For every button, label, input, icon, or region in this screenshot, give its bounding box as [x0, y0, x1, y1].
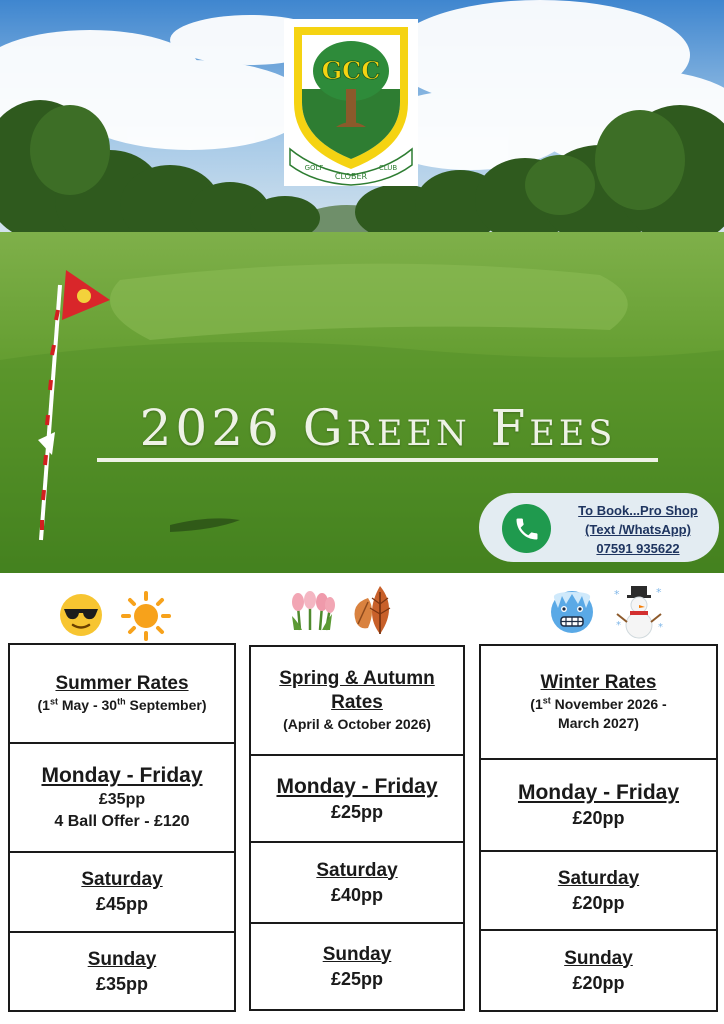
winter-weekday-cell [481, 758, 716, 850]
summer-saturday-label: Saturday [81, 869, 163, 890]
title-underline [97, 458, 658, 462]
svg-text:GCC: GCC [321, 56, 381, 85]
spring-autumn-title-line-1: Spring & Autumn [279, 668, 435, 689]
spring-autumn-saturday-cell [251, 841, 463, 922]
sun-icon [120, 590, 172, 642]
winter-title: Winter Rates [540, 672, 657, 693]
spring-autumn-sunday-cell [251, 922, 463, 1009]
summer-title: Summer Rates [55, 673, 189, 694]
winter-saturday-label: Saturday [557, 867, 640, 889]
svg-text:CLOBER: CLOBER [334, 172, 368, 181]
booking-line-1[interactable]: To Book...Pro Shop [578, 503, 698, 518]
phone-handset-icon [513, 515, 541, 543]
winter-rates-table [479, 644, 718, 1012]
svg-text:CLUB: CLUB [378, 164, 398, 172]
tulips-icon [288, 588, 336, 632]
summer-sunday-price: £35pp [95, 973, 149, 994]
winter-header-cell [481, 646, 716, 758]
winter-sunday-price: £20pp [572, 972, 625, 993]
summer-weekday-price: £35pp [98, 790, 146, 808]
crest-shield-icon [284, 19, 418, 186]
svg-text:*: * [658, 622, 663, 633]
summer-four-ball-offer: 4 Ball Offer - £120 [54, 812, 190, 830]
spring-autumn-weekday-price: £25pp [330, 801, 384, 822]
autumn-leaves-icon [350, 584, 406, 636]
summer-sunday-cell [10, 931, 234, 1010]
winter-saturday-price: £20pp [572, 892, 625, 913]
spring-autumn-sunday-label: Sunday [322, 943, 392, 965]
spring-autumn-date-range: (April & October 2026) [283, 716, 431, 732]
spring-autumn-weekday-label: Monday - Friday [276, 774, 438, 798]
phone-icon[interactable] [502, 504, 551, 553]
winter-date-range-line-1: (1st November 2026 - [530, 695, 667, 712]
summer-header-cell [10, 645, 234, 742]
svg-text:*: * [614, 588, 620, 601]
spring-autumn-weekday-cell [251, 754, 463, 841]
page-title: 2026 Green Fees [139, 399, 617, 457]
winter-weekday-label: Monday - Friday [517, 781, 680, 804]
winter-saturday-cell [481, 850, 716, 929]
booking-phone-number[interactable]: 07591 935622 [596, 541, 680, 556]
spring-autumn-title-line-2: Rates [331, 692, 383, 713]
spring-autumn-saturday-label: Saturday [316, 859, 398, 881]
winter-weekday-price: £20pp [572, 808, 625, 828]
winter-sunday-cell [481, 929, 716, 1010]
spring-autumn-sunday-price: £25pp [330, 968, 384, 989]
snowman-icon [612, 584, 666, 640]
club-crest-logo [284, 19, 418, 186]
svg-text:*: * [616, 620, 621, 631]
summer-sunday-label: Sunday [87, 948, 157, 970]
summer-date-range: (1st May - 30th September) [37, 696, 207, 713]
summer-saturday-price: £45pp [95, 894, 149, 914]
summer-weekday-label: Monday - Friday [41, 763, 203, 787]
summer-weekday-cell [10, 742, 234, 851]
svg-text:GOLF: GOLF [304, 164, 324, 172]
summer-saturday-cell [10, 851, 234, 931]
freezing-face-icon [548, 588, 596, 636]
sunglasses-face-icon [58, 592, 104, 638]
winter-date-range-line-2: March 2027) [558, 715, 639, 731]
booking-text [557, 501, 719, 558]
winter-sunday-label: Sunday [564, 947, 633, 969]
spring-autumn-header-cell [251, 647, 463, 754]
summer-rates-table [8, 643, 236, 1012]
spring-autumn-rates-table [249, 645, 465, 1011]
booking-contact-pill[interactable] [479, 493, 719, 562]
svg-text:*: * [656, 586, 662, 599]
booking-line-2[interactable]: (Text /WhatsApp) [585, 522, 691, 537]
spring-autumn-saturday-price: £40pp [330, 884, 384, 905]
